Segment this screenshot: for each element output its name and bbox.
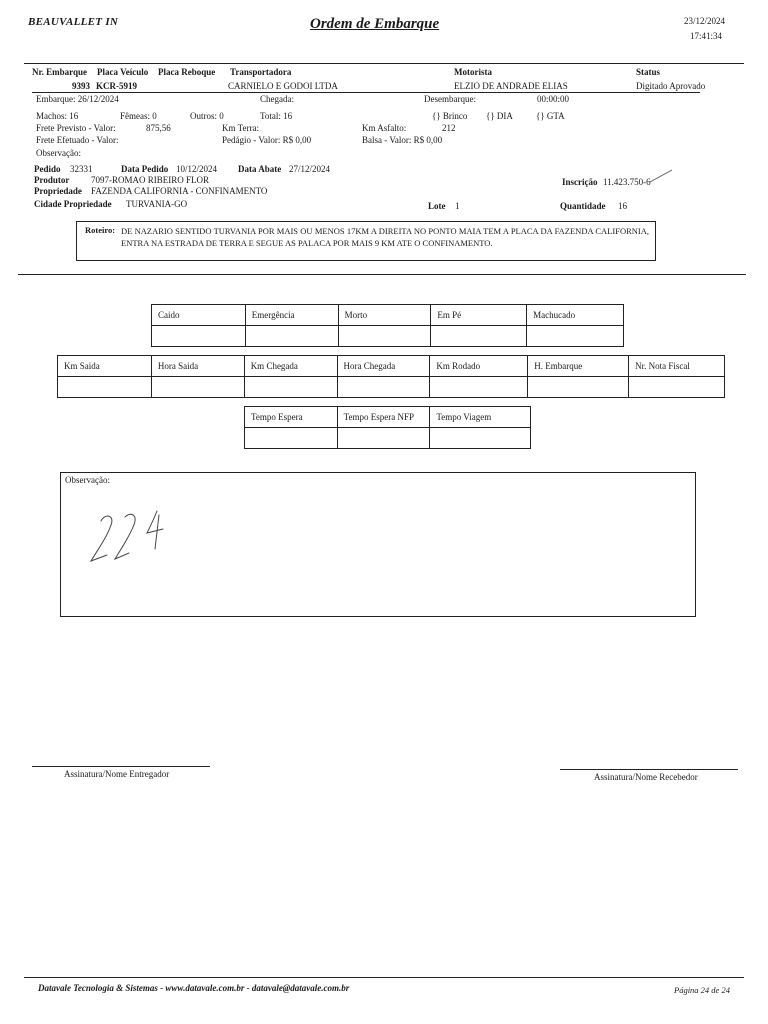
data-pedido-value: 10/12/2024 bbox=[176, 164, 218, 174]
handwritten-note bbox=[85, 507, 185, 567]
em-pe-cell bbox=[431, 326, 527, 347]
dia-option: {} DIA bbox=[486, 111, 513, 121]
hora-chegada-cell bbox=[337, 377, 430, 398]
col-placa-veiculo: Placa Veículo bbox=[97, 67, 149, 77]
occurrences-table bbox=[151, 304, 624, 347]
chegada-label: Chegada: bbox=[260, 94, 294, 104]
h-embarque-cell bbox=[528, 377, 629, 398]
nota-fiscal-header: Nr. Nota Fiscal bbox=[629, 356, 725, 377]
roteiro-text: DE NAZARIO SENTIDO TURVANIA POR MAIS OU MENOS 17KM A DIREITA NO PONTO MAIA TEM A PLACA DA FAZENDA CALIFORNIA, ENTRA NA ESTRADA DE TERRA E SEGUE AS PALACA POR MAIS 9 KM ATE O CONFINAMENTO. bbox=[121, 226, 649, 248]
km-saida-header: Km Saida bbox=[58, 356, 152, 377]
quantidade-value: 16 bbox=[618, 201, 627, 211]
propriedade-value: FAZENDA CALIFORNIA - CONFINAMENTO bbox=[91, 186, 268, 196]
tempo-espera-cell bbox=[245, 428, 338, 449]
km-asfalto-label: Km Asfalto: bbox=[362, 123, 407, 133]
pedagio-value: Pedágio - Valor: R$ 0,00 bbox=[222, 135, 312, 145]
produtor-label: Produtor bbox=[34, 175, 70, 185]
observacao-box bbox=[60, 472, 696, 617]
hora-saida-header: Hora Saida bbox=[151, 356, 244, 377]
quantidade-label: Quantidade bbox=[560, 201, 606, 211]
balsa-value: Balsa - Valor: R$ 0,00 bbox=[362, 135, 443, 145]
page-number: Página 24 de 24 bbox=[674, 985, 730, 995]
desembarque-value: 00:00:00 bbox=[537, 94, 570, 104]
data-abate-value: 27/12/2024 bbox=[289, 164, 331, 174]
print-time: 17:41:34 bbox=[690, 31, 723, 41]
morto-cell bbox=[338, 326, 431, 347]
frete-previsto-label: Frete Previsto - Valor: bbox=[36, 123, 116, 133]
lote-label: Lote bbox=[428, 201, 446, 211]
em-pe-header: Em Pé bbox=[431, 305, 527, 326]
col-transportadora: Transportadora bbox=[230, 67, 292, 77]
emergencia-cell bbox=[245, 326, 338, 347]
tempo-viagem-cell bbox=[430, 428, 531, 449]
caido-cell bbox=[152, 326, 246, 347]
outros-count: Outros: 0 bbox=[190, 111, 224, 121]
h-embarque-header: H. Embarque bbox=[528, 356, 629, 377]
data-abate-label: Data Abate bbox=[238, 164, 282, 174]
header-divider bbox=[24, 63, 744, 64]
km-asfalto-value: 212 bbox=[442, 123, 456, 133]
emergencia-header: Emergência bbox=[245, 305, 338, 326]
recebedor-signature-line bbox=[560, 769, 738, 770]
section-divider bbox=[18, 274, 746, 275]
status-value: Digitado Aprovado bbox=[636, 81, 706, 91]
caido-header: Caido bbox=[152, 305, 246, 326]
propriedade-label: Propriedade bbox=[34, 186, 82, 196]
hora-saida-cell bbox=[151, 377, 244, 398]
company-name: BEAUVALLET IN bbox=[28, 16, 119, 28]
footer-divider bbox=[24, 977, 744, 978]
nr-embarque-value: 9393 bbox=[72, 81, 90, 91]
data-pedido-label: Data Pedido bbox=[121, 164, 169, 174]
footer-company: Datavale Tecnologia & Sistemas - www.datavale.com.br - datavale@datavale.com.br bbox=[38, 983, 350, 993]
km-chegada-cell bbox=[244, 377, 337, 398]
embarque-date: Embarque: 26/12/2024 bbox=[36, 94, 119, 104]
entregador-signature-label: Assinatura/Nome Entregador bbox=[64, 769, 170, 779]
row-divider bbox=[32, 92, 700, 93]
pen-mark bbox=[648, 168, 674, 184]
placa-value: KCR-5919 bbox=[96, 81, 137, 91]
frete-previsto-value: 875,56 bbox=[146, 123, 171, 133]
time-table bbox=[244, 406, 531, 449]
col-nr-embarque: Nr. Embarque bbox=[32, 67, 88, 77]
observacao-box-label: Observação: bbox=[65, 475, 110, 485]
morto-header: Morto bbox=[338, 305, 431, 326]
col-placa-reboque: Placa Reboque bbox=[158, 67, 216, 77]
entregador-signature-line bbox=[32, 766, 210, 767]
frete-efetuado-label: Frete Efetuado - Valor: bbox=[36, 135, 119, 145]
femeas-count: Fêmeas: 0 bbox=[120, 111, 157, 121]
tempo-viagem-header: Tempo Viagem bbox=[430, 407, 531, 428]
tempo-espera-nfp-cell bbox=[337, 428, 430, 449]
nota-fiscal-cell bbox=[629, 377, 725, 398]
km-rodado-cell bbox=[430, 377, 528, 398]
observacao-label: Observação: bbox=[36, 148, 81, 158]
col-motorista: Motorista bbox=[454, 67, 492, 77]
tempo-espera-header: Tempo Espera bbox=[245, 407, 338, 428]
km-rodado-header: Km Rodado bbox=[430, 356, 528, 377]
recebedor-signature-label: Assinatura/Nome Recebedor bbox=[594, 772, 698, 782]
total-count: Total: 16 bbox=[260, 111, 293, 121]
desembarque-label: Desembarque: bbox=[424, 94, 476, 104]
cidade-label: Cidade Propriedade bbox=[34, 199, 112, 209]
roteiro-label: Roteiro: bbox=[85, 225, 116, 235]
km-saida-cell bbox=[58, 377, 152, 398]
trip-table bbox=[57, 355, 725, 398]
produtor-value: 7097-ROMAO RIBEIRO FLOR bbox=[91, 175, 210, 185]
machos-count: Machos: 16 bbox=[36, 111, 79, 121]
lote-value: 1 bbox=[455, 201, 460, 211]
document-title: Ordem de Embarque bbox=[310, 16, 440, 32]
roteiro-box bbox=[76, 221, 656, 261]
pedido-label: Pedido bbox=[34, 164, 61, 174]
cidade-value: TURVANIA-GO bbox=[126, 199, 188, 209]
pedido-value: 32331 bbox=[70, 164, 93, 174]
transportadora-value: CARNIELO E GODOI LTDA bbox=[228, 81, 338, 91]
gta-option: {} GTA bbox=[536, 111, 565, 121]
inscricao-label: Inscrição bbox=[562, 177, 598, 187]
tempo-espera-nfp-header: Tempo Espera NFP bbox=[337, 407, 430, 428]
brinco-option: {} Brinco bbox=[432, 111, 468, 121]
machucado-cell bbox=[527, 326, 624, 347]
km-chegada-header: Km Chegada bbox=[244, 356, 337, 377]
col-status: Status bbox=[636, 67, 661, 77]
motorista-value: ELZIO DE ANDRADE ELIAS bbox=[454, 81, 568, 91]
print-date: 23/12/2024 bbox=[684, 16, 726, 26]
machucado-header: Machucado bbox=[527, 305, 624, 326]
hora-chegada-header: Hora Chegada bbox=[337, 356, 430, 377]
inscricao-value: 11.423.750-6 bbox=[603, 177, 651, 187]
km-terra-label: Km Terra: bbox=[222, 123, 259, 133]
